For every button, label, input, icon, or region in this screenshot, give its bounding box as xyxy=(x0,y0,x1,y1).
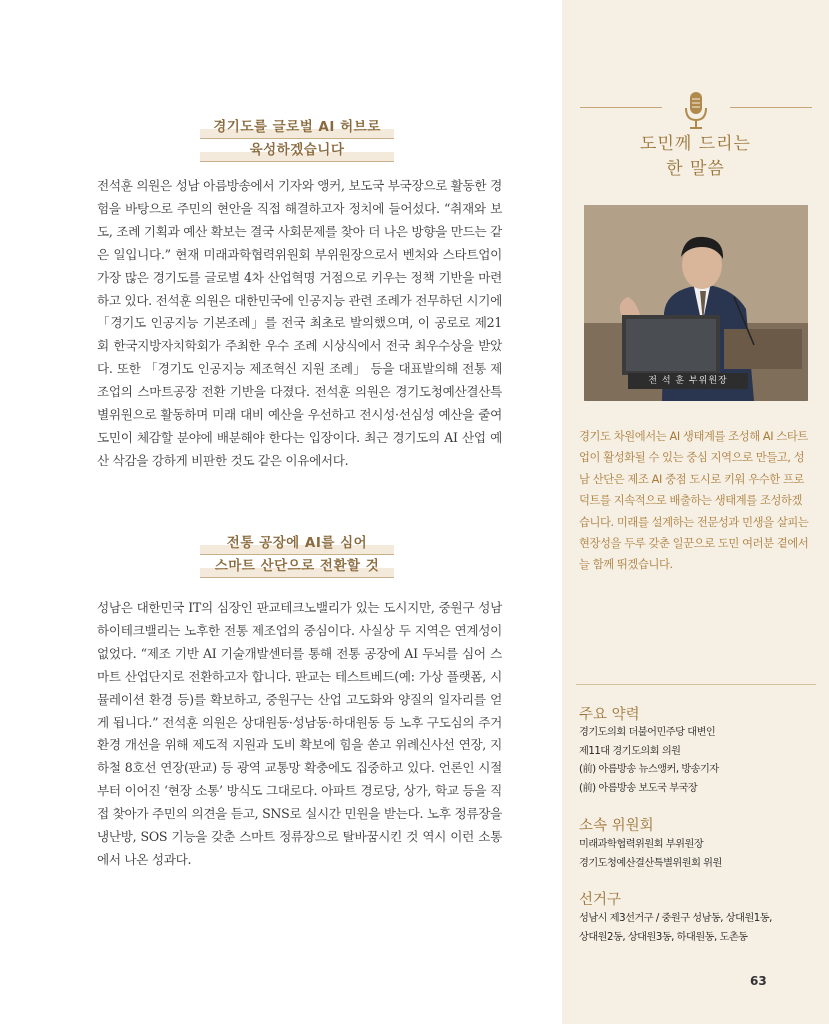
career-heading: 주요 약력 xyxy=(579,707,640,723)
section-heading-line-2: 육성하겠습니다 xyxy=(200,139,394,162)
ornament-rule-left xyxy=(580,107,662,108)
microphone-icon xyxy=(678,90,714,130)
section-body-smart-industrial: 성남은 대한민국 IT의 심장인 판교테크노밸리가 있는 도시지만, 중원구 성남 하이테크밸리는 노후한 전통 제조업의 중심이다. 사실상 두 지역은 연계성이 없었다. “제조 기반 AI 기술개발센터를 통해 전통 공장에 AI 두뇌를 심어 스마트 산업단지로 전환하고자 합니다. 판교는 테스트베드(예: 가상 플랫폼, 시뮬레이션 환경 등)를 확보하고, 중원구는 산업 고도화와 양질의 일자리를 얻게 됩니다.” 전석훈 의원은 상대원동·성남동·하대원동 등 노후 구도심의 주거 환경 개선을 위해 제도적 지원과 도비 확보에 힘을 쏟고 위례신사선 연장, 지하철 8호선 연장(판교) 등 광역 교통망 확충에도 집중하고 있다. 언론인 시절부터 이어진 ‘현장 소통’ 방식도 그대로다. 아파트 경로당, 상가, 학교 등을 직접 찾아가 주민의 의견을 듣고, SNS로 실시간 민원을 받는다. 노후 정류장을 냉난방, SOS 기능을 갖춘 스마트 정류장으로 탈바꿈시킨 것 역시 이런 소통에서 나온 성과다. xyxy=(97,600,502,867)
committee-heading: 소속 위원회 xyxy=(579,818,654,834)
sidebar-divider xyxy=(576,684,816,685)
sidebar-quote: 경기도 차원에서는 AI 생태계를 조성해 AI 스타트업이 활성화될 수 있는 중심 지역으로 만들고, 성남 산단은 제조 AI 중점 도시로 키워 우수한 프로덕트를 지속적으로 배출하는 생태계를 조성하겠습니다. 미래를 설계하는 전문성과 민생을 살피는 현장성을 두루 갖춘 일꾼으로 도민 여러분 곁에서 늘 함께 뛰겠습니다. xyxy=(579,430,809,572)
nameplate: 전 석 훈 부위원장 xyxy=(648,376,728,386)
sidebar xyxy=(562,0,829,1024)
sidebar-title xyxy=(562,132,829,182)
list-item: 제11대 경기도의회 의원 xyxy=(579,745,681,757)
section-body-ai-hub: 전석훈 의원은 성남 아름방송에서 기자와 앵커, 보도국 부국장으로 활동한 경험을 바탕으로 주민의 현안을 직접 해결하고자 정치에 들어섰다. “취재와 보도, 조례 기획과 예산 확보는 결국 사회문제를 찾아 더 나은 방향을 만드는 같은 일입니다.” 현재 미래과학협력위원회 부위원장으로서 벤처와 스타트업이 가장 많은 경기도를 글로벌 4차 산업혁명 거점으로 키우는 정책 기반을 마련하고 있다. 전석훈 의원은 대한민국에 인공지능 관련 조례가 전무하던 시기에 「경기도 인공지능 기본조례」를 전국 최초로 발의했으며, 이 공로로 제21회 한국지방자치학회가 주최한 우수 조례 시상식에서 전국 최우수상을 받았다. 또한 「경기도 인공지능 제조혁신 지원 조례」 등을 대표발의해 전통 제조업의 스마트공장 전환 기반을 다졌다. 전석훈 의원은 경기도청예산결산특별위원으로 활동하며 미래 대비 예산을 우선하고 전시성·선심성 예산을 줄여 도민이 체감할 분야에 배분해야 한다는 입장이다. 최근 경기도의 AI 산업 예산 삭감을 강하게 비판한 것도 같은 이유에서다. xyxy=(97,178,502,468)
sidebar-header-ornament xyxy=(580,90,812,130)
page-number: 63 xyxy=(750,974,767,988)
portrait-illustration xyxy=(584,205,808,401)
section-heading-line-1: 전통 공장에 AI를 심어 xyxy=(200,532,394,555)
district-list xyxy=(579,910,819,947)
district-heading: 선거구 xyxy=(579,892,622,908)
career-list xyxy=(579,724,819,798)
portrait-photo xyxy=(584,205,808,401)
list-item: 상대원2동, 상대원3동, 하대원동, 도촌동 xyxy=(579,931,748,943)
committee-list xyxy=(579,836,819,873)
section-heading-line-1: 경기도를 글로벌 AI 허브로 xyxy=(200,116,394,139)
list-item: 성남시 제3선거구 / 중원구 성남동, 상대원1동, xyxy=(579,913,772,924)
ornament-rule-right xyxy=(730,107,812,108)
list-item: 경기도청예산결산특별위원회 위원 xyxy=(579,857,722,869)
section-heading-smart-industrial xyxy=(200,532,394,578)
list-item: (前) 아름방송 보도국 부국장 xyxy=(579,782,698,794)
section-heading-ai-hub xyxy=(200,116,394,162)
sidebar-title-line-2: 한 말씀 xyxy=(666,159,725,179)
list-item: 경기도의회 더불어민주당 대변인 xyxy=(579,727,716,738)
list-item: (前) 아름방송 뉴스앵커, 방송기자 xyxy=(579,764,719,775)
section-heading-line-2: 스마트 산단으로 전환할 것 xyxy=(200,555,394,578)
list-item: 미래과학협력위원회 부위원장 xyxy=(579,839,704,850)
sidebar-title-line-1: 도민께 드리는 xyxy=(640,134,751,154)
